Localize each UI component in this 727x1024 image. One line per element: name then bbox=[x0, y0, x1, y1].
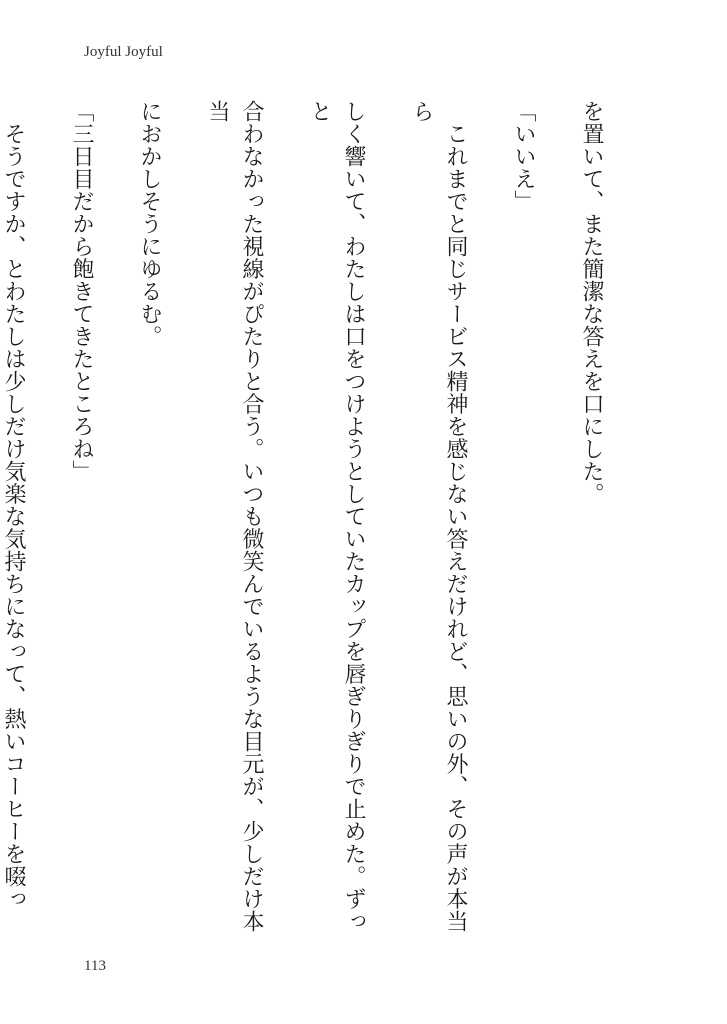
text-line: しく響いて、わたしは口をつけようとしていたカップを唇ぎりぎりで止めた。ずっと bbox=[307, 100, 366, 933]
vertical-body-text bbox=[1, 100, 642, 940]
text-line: 合わなかった視線がぴたりと合う。いつも微笑んでいるような目元が、少しだけ本当 bbox=[205, 100, 264, 933]
text-line: におかしそうにゆるむ。 bbox=[137, 100, 162, 348]
text-line: を置いて、また簡潔な答えを口にした。 bbox=[579, 100, 604, 505]
text-line: 「三日目だから飽きてきたところね」 bbox=[69, 100, 94, 483]
text-line: 「いいえ」 bbox=[511, 100, 536, 213]
text-line: これまでと同じサービス精神を感じない答えだけれど、思いの外、その声が本当ら bbox=[409, 100, 468, 933]
running-header: Joyful Joyful bbox=[84, 44, 163, 60]
page-number: 113 bbox=[84, 958, 106, 974]
text-line: そうですか、とわたしは少しだけ気楽な気持ちになって、熱いコーヒーを啜っ bbox=[1, 122, 26, 910]
